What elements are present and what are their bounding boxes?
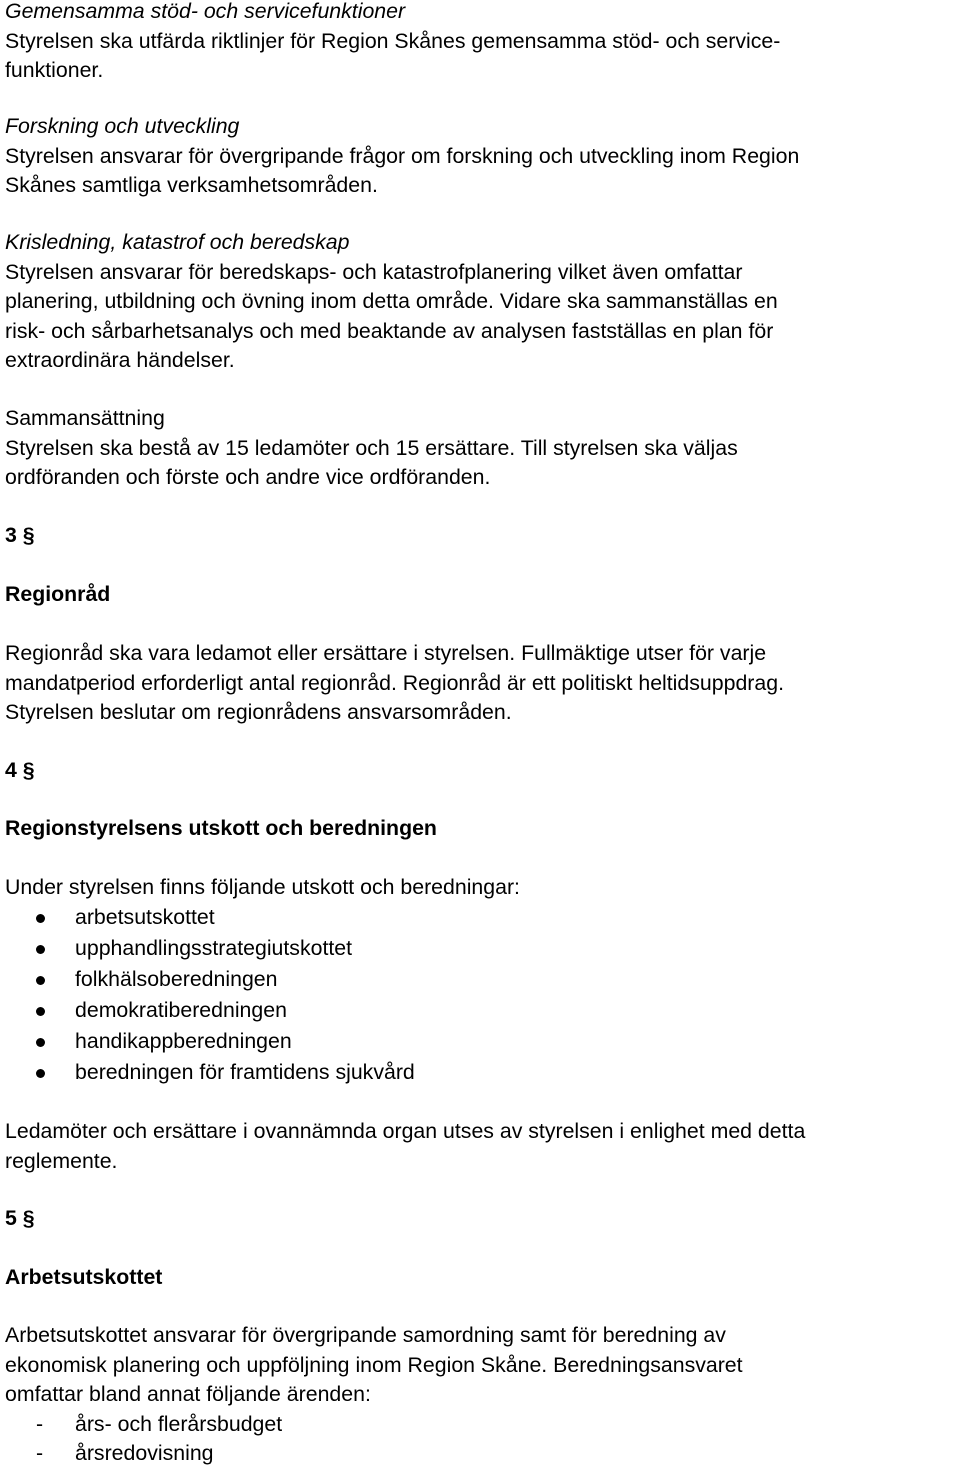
bullet-icon bbox=[36, 1038, 45, 1047]
body-line: ekonomisk planering och uppföljning inom Region Skåne. Beredningsansvaret bbox=[5, 1352, 743, 1377]
list-item-label: demokratiberedningen bbox=[75, 997, 287, 1022]
section-heading: Forskning och utveckling bbox=[5, 114, 240, 138]
list-item-label: års- och flerårsbudget bbox=[75, 1411, 283, 1436]
bullet-icon bbox=[36, 1007, 45, 1016]
paragraph-number-4: 4 § bbox=[5, 758, 35, 782]
paragraph-title-regionrad: Regionråd bbox=[5, 582, 111, 606]
body-line: reglemente. bbox=[5, 1148, 118, 1173]
paragraph-title bbox=[5, 814, 955, 844]
list-intro: Under styrelsen finns följande utskott och beredningar: bbox=[5, 875, 520, 899]
paragraph-number bbox=[5, 1204, 955, 1234]
bullet-icon bbox=[36, 945, 45, 954]
dash-list bbox=[0, 1410, 955, 1469]
paragraph-number-5: 5 § bbox=[5, 1206, 35, 1230]
list-item bbox=[0, 903, 955, 934]
list-item bbox=[0, 1058, 955, 1089]
body-line: Styrelsen ansvarar för beredskaps- och katastrofplanering vilket även omfattar bbox=[5, 259, 743, 284]
list-item bbox=[0, 1439, 955, 1469]
body-line: Regionråd ska vara ledamot eller ersättare i styrelsen. Fullmäktige utser för varje bbox=[5, 641, 767, 665]
list-item-label: arbetsutskottet bbox=[75, 904, 215, 929]
paragraph-body-utskott bbox=[5, 873, 955, 1089]
body-line: mandatperiod erforderligt antal regionråd. Regionråd är ett politiskt heltidsuppdrag. bbox=[5, 670, 784, 695]
paragraph-title bbox=[5, 580, 955, 610]
paragraph-title-utskott: Regionstyrelsens utskott och beredningen bbox=[5, 816, 437, 840]
list-item bbox=[0, 965, 955, 996]
body-line: Skånes samtliga verksamhetsområden. bbox=[5, 173, 378, 197]
list-item bbox=[0, 996, 955, 1027]
paragraph-number bbox=[5, 521, 955, 551]
section-krisledning bbox=[5, 228, 955, 376]
section-heading: Sammansättning bbox=[5, 406, 165, 430]
section-heading: Gemensamma stöd- och servicefunktioner bbox=[5, 0, 406, 23]
list-item-label: folkhälsoberedningen bbox=[75, 966, 278, 991]
paragraph-title-arbetsutskottet: Arbetsutskottet bbox=[5, 1265, 163, 1289]
body-line: funktioner. bbox=[5, 58, 104, 82]
dash-icon: - bbox=[36, 1441, 44, 1465]
paragraph-outro bbox=[5, 1117, 955, 1176]
bullet-icon bbox=[36, 914, 45, 923]
section-sammansattning bbox=[5, 404, 955, 493]
list-item-label: beredningen för framtidens sjukvård bbox=[75, 1059, 415, 1084]
list-item-label: årsredovisning bbox=[75, 1441, 214, 1465]
bullet-icon bbox=[36, 976, 45, 985]
body-line: Styrelsen beslutar om regionrådens ansvarsområden. bbox=[5, 700, 512, 724]
body-line: Styrelsen ska utfärda riktlinjer för Region Skånes gemensamma stöd- och service- bbox=[5, 28, 781, 53]
paragraph-number bbox=[5, 756, 955, 786]
list-item bbox=[0, 1410, 955, 1440]
body-line: omfattar bland annat följande ärenden: bbox=[5, 1382, 371, 1406]
body-line: planering, utbildning och övning inom detta område. Vidare ska sammanställas en bbox=[5, 289, 778, 313]
dash-icon: - bbox=[36, 1411, 44, 1436]
paragraph-body-arbetsutskottet bbox=[5, 1321, 955, 1469]
section-heading: Krisledning, katastrof och beredskap bbox=[5, 230, 350, 254]
body-line: extraordinära händelser. bbox=[5, 348, 235, 372]
section-forskning bbox=[5, 112, 955, 201]
paragraph-body-regionrad bbox=[5, 639, 955, 728]
list-item-label: upphandlingsstrategiutskottet bbox=[75, 935, 353, 960]
bullet-list bbox=[0, 903, 955, 1089]
body-line: Ledamöter och ersättare i ovannämnda organ utses av styrelsen i enlighet med detta bbox=[5, 1119, 806, 1143]
body-line: Styrelsen ska bestå av 15 ledamöter och 15 ersättare. Till styrelsen ska väljas bbox=[5, 435, 738, 460]
body-line: Styrelsen ansvarar för övergripande frågor om forskning och utveckling inom Region bbox=[5, 143, 800, 168]
section-gemensamma bbox=[5, 0, 955, 86]
body-line: risk- och sårbarhetsanalys och med beaktande av analysen fastställas en plan för bbox=[5, 318, 774, 343]
body-line: ordföranden och förste och andre vice ordföranden. bbox=[5, 465, 491, 489]
bullet-icon bbox=[36, 1069, 45, 1078]
paragraph-number-3: 3 § bbox=[5, 523, 35, 547]
list-item bbox=[0, 934, 955, 965]
list-item bbox=[0, 1027, 955, 1058]
body-line: Arbetsutskottet ansvarar för övergripande samordning samt för beredning av bbox=[5, 1323, 726, 1347]
list-item-label: handikappberedningen bbox=[75, 1028, 292, 1053]
paragraph-title bbox=[5, 1263, 955, 1293]
